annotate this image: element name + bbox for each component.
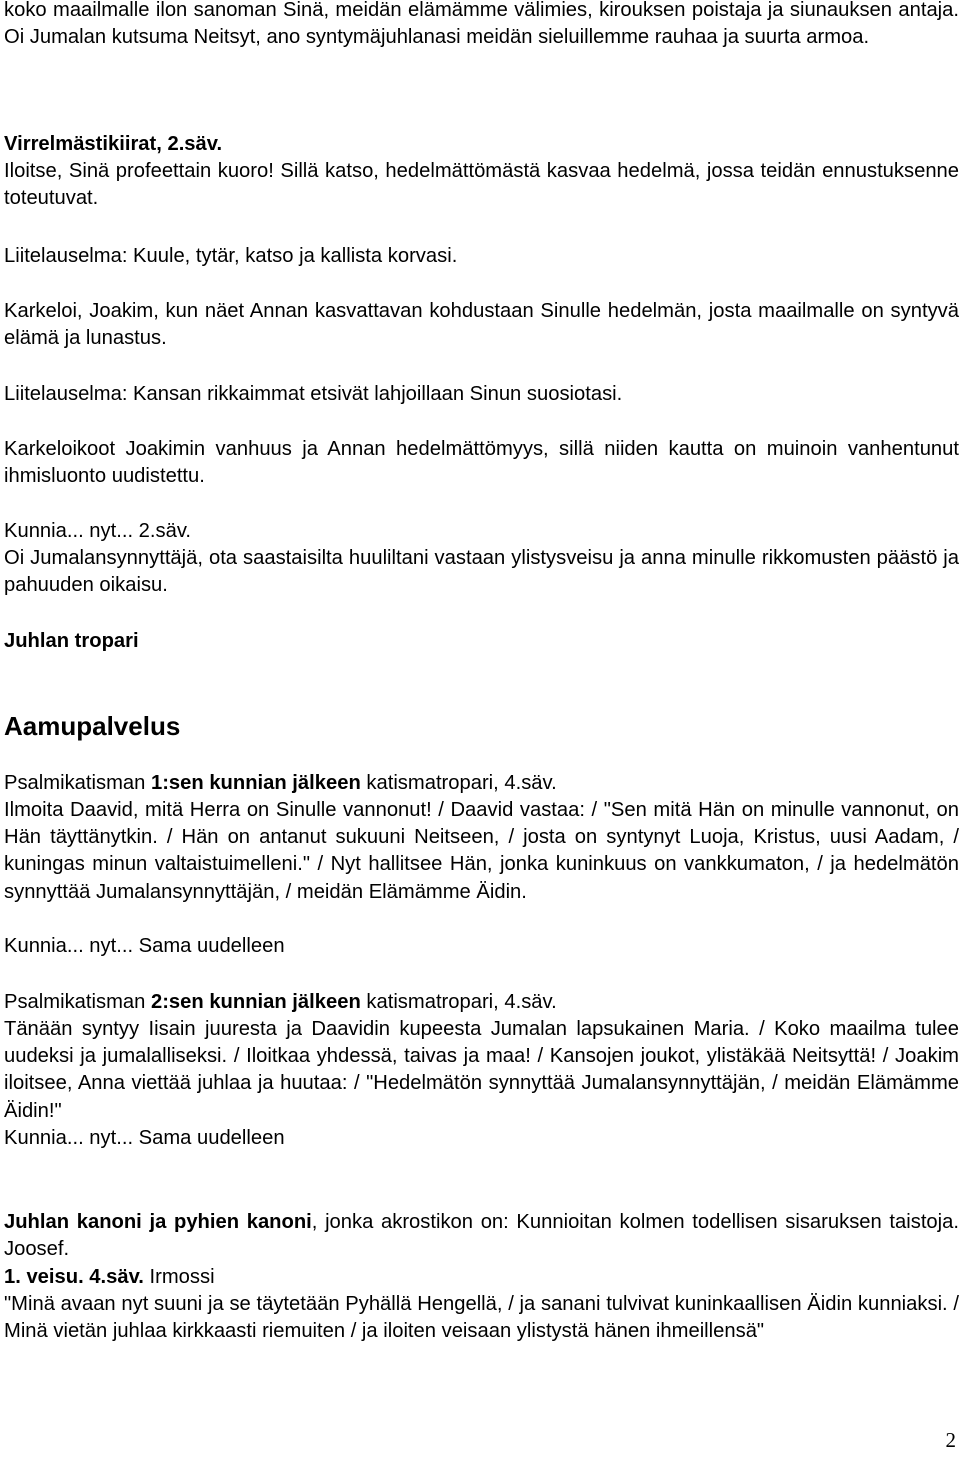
virrelmastikiirat-stanza-3: Karkeloikoot Joakimin vanhuus ja Annan hedelmättömyys, sillä niiden kautta on muinoin vanhentunut ihmisluonto uudistettu.	[4, 438, 959, 488]
veisu-label: 1. veisu. 4.säv.	[4, 1266, 144, 1288]
katisma-2-suffix: katismatropari, 4.säv.	[360, 991, 557, 1013]
page-number: 2	[945, 1428, 956, 1452]
virrelmastikiirat-stanza-1: Iloitse, Sinä profeettain kuoro! Sillä katso, hedelmättömästä kasvaa hedelmä, jossa teidän ennustuksenne toteutuvat.	[4, 160, 959, 210]
veisu-irmossi-label: Irmossi	[143, 1266, 215, 1288]
kanoni-title: Juhlan kanoni ja pyhien kanoni	[4, 1211, 312, 1233]
tropari-heading: Juhlan tropari	[4, 630, 139, 652]
katisma-2-text: Tänään syntyy Iisain juuresta ja Daavidin kupeesta Jumalan lapsukainen Maria. / Koko maailma tulee uudeksi ja jumalalliseksi. / Iloitkaa yhdessä, taivas ja maa! / Kansojen joukot, ylistäkää Neitsyttä! / Joakim iloitsee, Anna viettää juhlaa ja huutaa: / "Hedelmätön synnyttää Jumalansynnyttäjän, / meidän Elämämme Äidin!"	[4, 1018, 959, 1122]
kanoni-text: , jonka akrostikon on: Kunnioitan kolmen todellisen sisaruksen taistoja. Joosef.	[4, 1211, 959, 1261]
katisma-1-bold: 1:sen kunnian jälkeen	[150, 772, 361, 794]
katisma-2-heading	[4, 989, 959, 1016]
katisma-1-text: Ilmoita Daavid, mitä Herra on Sinulle vannonut! / Daavid vastaa: / "Sen mitä Hän on minulle vannonut, on Hän täyttänytkin. / Hän on antanut sukuuni Neitseen, / josta on syntynyt Luoja, Kristus, uusi Aadam, / kuningas minun valtaistuimelleni." / Nyt hallitsee Hän, jonka kuninkuus on vankkumaton, / ja hedelmätön synnyttää Jumalansynnyttäjän, / meidän Elämämme Äidin.	[4, 799, 959, 903]
irmossi-text: "Minä avaan nyt suuni ja se täytetään Pyhällä Hengellä, / ja sanani tulvivat kuninkaallisen Äidin kunniaksi. / Minä vietän juhlaa kirkkaasti riemuiten / ja iloiten veisaan ylistystä hänen ihmeillensä"	[4, 1293, 959, 1343]
virrelmastikiirat-stanza-4: Oi Jumalansynnyttäjä, ota saastaisilta huuliltani vastaan ylistysveisu ja anna minulle rikkomusten päästö ja pahuuden oikaisu.	[4, 547, 959, 597]
katisma-1-heading	[4, 770, 959, 797]
liitelauselma-1: Liitelauselma: Kuule, tytär, katso ja kallista korvasi.	[4, 245, 458, 267]
katisma-2-kunnia: Kunnia... nyt... Sama uudelleen	[4, 1127, 285, 1149]
katisma-1-prefix: Psalmikatisman	[4, 772, 151, 794]
katisma-2-bold: 2:sen kunnian jälkeen	[150, 991, 361, 1013]
katisma-2-prefix: Psalmikatisman	[4, 991, 151, 1013]
kanoni-intro	[4, 1209, 959, 1263]
aamupalvelus-heading: Aamupalvelus	[4, 711, 181, 741]
katisma-1-suffix: katismatropari, 4.säv.	[360, 772, 557, 794]
liitelauselma-2: Liitelauselma: Kansan rikkaimmat etsivät lahjoillaan Sinun suosiotasi.	[4, 383, 623, 405]
veisu-heading	[4, 1264, 959, 1291]
virrelmastikiirat-stanza-2: Karkeloi, Joakim, kun näet Annan kasvattavan kohdustaan Sinulle hedelmän, josta maailmalle on syntyvä elämä ja lunastus.	[4, 300, 959, 350]
katisma-1-kunnia: Kunnia... nyt... Sama uudelleen	[4, 935, 285, 957]
intro-paragraph: koko maailmalle ilon sanoman Sinä, meidän elämämme välimies, kirouksen poistaja ja siunauksen antaja. Oi Jumalan kutsuma Neitsyt, ano syntymäjuhlanasi meidän sieluillemme rauhaa ja suurta armoa.	[4, 0, 959, 49]
kunnia-line-1: Kunnia... nyt... 2.säv.	[4, 520, 192, 542]
virrelmastikiirat-heading: Virrelmästikiirat, 2.säv.	[4, 133, 223, 155]
